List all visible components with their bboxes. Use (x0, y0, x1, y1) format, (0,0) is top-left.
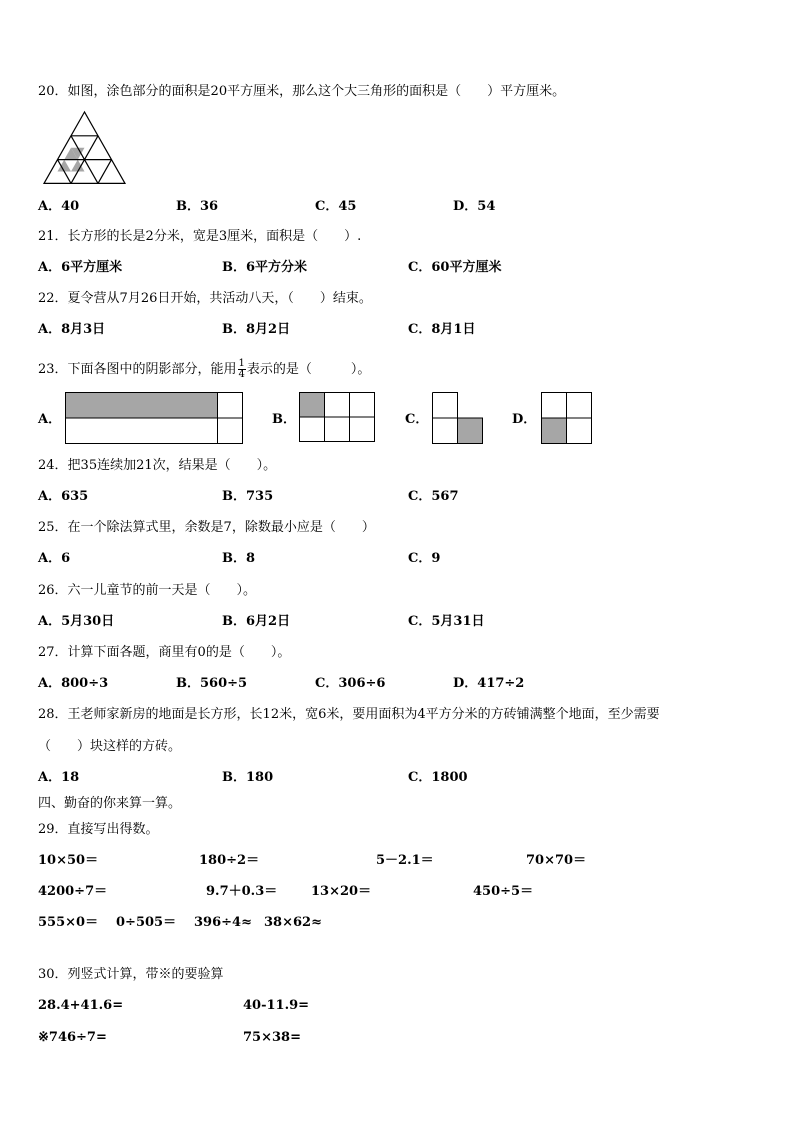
q23-option-b[interactable]: B． (272, 412, 296, 427)
question-23-stem (38, 359, 370, 380)
q25-option-c[interactable]: C．9 (408, 551, 441, 566)
q28-option-a[interactable]: A．18 (38, 770, 80, 785)
q29-r1-c4: 70×70＝ (526, 853, 587, 868)
q29-r1-c2: 180÷2＝ (199, 853, 260, 868)
q30-r1-c1: 28.4+41.6= (38, 998, 124, 1013)
q22-option-a[interactable]: A．8月3日 (38, 322, 106, 337)
question-30-stem: 30．列竖式计算，带※的要验算 (38, 967, 224, 982)
fraction-numerator: 1 (238, 358, 245, 369)
q23-stem-before: 23．下面各图中的阴影部分，能用 (38, 362, 237, 377)
q20-option-b[interactable]: B．36 (176, 199, 219, 214)
question-28-stem-line1: 28．王老师家新房的地面是长方形，长12米，宽6米，要用面积为4平方分米的方砖铺满整个地面，至少需要 (38, 707, 660, 722)
question-29-stem: 29．直接写出得数。 (38, 822, 159, 837)
section-4-title: 四、勤奋的你来算一算。 (38, 796, 182, 811)
q22-option-b[interactable]: B．8月2日 (222, 322, 291, 337)
q23-option-d[interactable]: D． (512, 412, 537, 427)
q30-r1-c2: 40-11.9= (243, 998, 310, 1013)
q23-option-a[interactable]: A． (38, 412, 62, 427)
question-21-stem: 21．长方形的长是2分米，宽是3厘米，面积是（ ）. (38, 229, 362, 244)
q23-figure-b (299, 392, 375, 442)
question-28-stem-line2: （ ）块这样的方砖。 (38, 739, 182, 754)
q29-r1-c1: 10×50＝ (38, 853, 99, 868)
q27-option-c[interactable]: C．306÷6 (315, 676, 386, 691)
q23-option-c[interactable]: C． (405, 412, 429, 427)
question-27-stem: 27．计算下面各题，商里有0的是（ ）。 (38, 645, 291, 660)
question-25-stem: 25．在一个除法算式里，余数是7，除数最小应是（ ） (38, 520, 375, 535)
triangle-figure (44, 112, 126, 184)
q28-option-b[interactable]: B．180 (222, 770, 274, 785)
q21-option-b[interactable]: B．6平方分米 (222, 260, 308, 275)
q24-option-b[interactable]: B．735 (222, 489, 274, 504)
q29-r2-c3: 13×20＝ (311, 884, 372, 899)
question-20-stem: 20．如图，涂色部分的面积是20平方厘米，那么这个大三角形的面积是（ ）平方厘米。 (38, 84, 566, 99)
q29-r3-c4: 38×62≈ (264, 915, 322, 930)
q20-option-d[interactable]: D．54 (453, 199, 496, 214)
q29-r2-c4: 450÷5＝ (473, 884, 534, 899)
question-22-stem: 22．夏令营从7月26日开始，共活动八天，（ ）结束。 (38, 291, 372, 306)
q26-option-c[interactable]: C．5月31日 (408, 614, 485, 629)
q28-option-c[interactable]: C．1800 (408, 770, 468, 785)
q20-option-a[interactable]: A．40 (38, 199, 80, 214)
q29-r3-c3: 396÷4≈ (194, 915, 252, 930)
q21-option-a[interactable]: A．6平方厘米 (38, 260, 123, 275)
q24-option-c[interactable]: C．567 (408, 489, 459, 504)
q23-figure-c (432, 392, 484, 444)
q25-option-a[interactable]: A．6 (38, 551, 71, 566)
q20-option-c[interactable]: C．45 (315, 199, 357, 214)
question-24-stem: 24．把35连续加21次，结果是（ ）。 (38, 458, 277, 473)
q29-r2-c1: 4200÷7＝ (38, 884, 108, 899)
q23-stem-after: 表示的是（ ）。 (246, 362, 371, 377)
q26-option-b[interactable]: B．6月2日 (222, 614, 291, 629)
q29-r2-c2: 9.7＋0.3＝ (206, 884, 278, 899)
q26-option-a[interactable]: A．5月30日 (38, 614, 115, 629)
q22-option-c[interactable]: C．8月1日 (408, 322, 476, 337)
q24-option-a[interactable]: A．635 (38, 489, 89, 504)
q29-r3-c2: 0÷505＝ (116, 915, 177, 930)
q21-option-c[interactable]: C．60平方厘米 (408, 260, 502, 275)
q23-figure-a (65, 392, 243, 444)
q29-r3-c1: 555×0＝ (38, 915, 99, 930)
q29-r1-c3: 5－2.1＝ (376, 853, 434, 868)
q27-option-b[interactable]: B．560÷5 (176, 676, 248, 691)
question-26-stem: 26．六一儿童节的前一天是（ ）。 (38, 583, 257, 598)
q25-option-b[interactable]: B．8 (222, 551, 256, 566)
q30-r2-c1: ※746÷7= (38, 1030, 107, 1045)
q27-option-a[interactable]: A．800÷3 (38, 676, 109, 691)
fraction-denominator: 4 (238, 369, 245, 380)
q23-figure-d (541, 392, 593, 444)
one-quarter-fraction (238, 359, 246, 380)
q30-r2-c2: 75×38= (243, 1030, 301, 1045)
q27-option-d[interactable]: D．417÷2 (453, 676, 525, 691)
